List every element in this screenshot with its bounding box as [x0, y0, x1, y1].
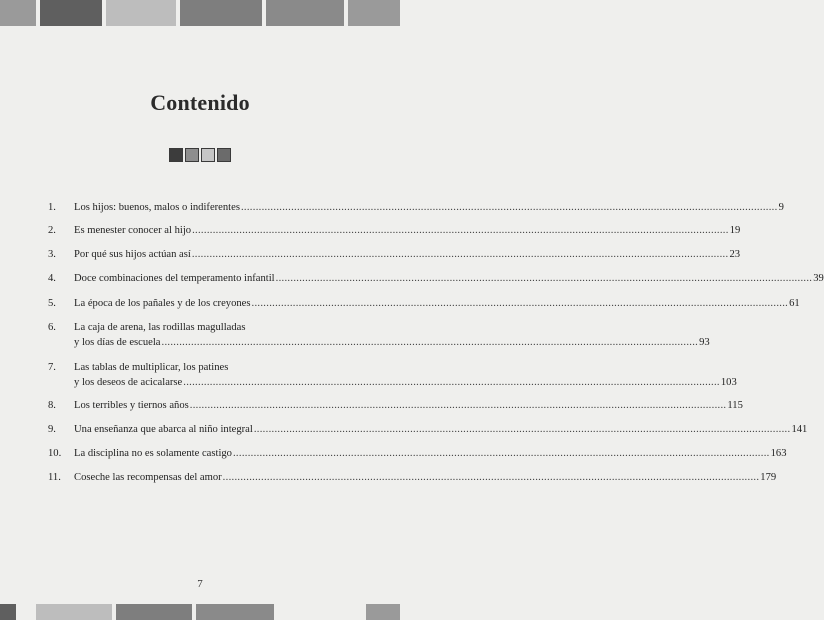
band-block	[180, 0, 262, 26]
band-block	[0, 604, 16, 620]
toc-entry-title: Por qué sus hijos actúan así	[74, 249, 191, 260]
toc-entry-line	[74, 272, 824, 287]
dot-leader	[223, 471, 760, 486]
toc-entry-number: 8.	[48, 400, 56, 411]
toc-entry-page: 179	[760, 472, 777, 483]
dot-leader	[192, 248, 729, 263]
toc-entry-number: 11.	[48, 472, 61, 483]
toc-entry-body	[74, 447, 787, 462]
toc-entry-body	[74, 321, 710, 350]
toc-entry-number: 4.	[48, 273, 56, 284]
toc-entry-body	[74, 248, 740, 263]
toc-entry	[48, 248, 741, 263]
toc-entry-line	[74, 297, 800, 312]
toc-entry-page: 23	[729, 249, 741, 260]
band-block	[0, 0, 36, 26]
toc-entry-line	[74, 376, 737, 391]
toc-entry-body	[74, 272, 824, 287]
toc-entry-body	[74, 399, 743, 414]
toc-entry-line	[74, 361, 737, 376]
dot-leader	[254, 423, 791, 438]
toc-entry-line	[74, 201, 784, 216]
band-block	[348, 0, 400, 26]
toc-entry-number: 5.	[48, 298, 56, 309]
band-block	[116, 604, 192, 620]
toc-entry-page: 103	[720, 376, 737, 388]
toc-entry-line	[74, 248, 740, 263]
toc-entry-number: 2.	[48, 225, 56, 236]
toc-entry	[48, 297, 800, 312]
toc-entry-number: 6.	[48, 322, 56, 333]
toc-entry	[48, 423, 808, 438]
toc-entry	[48, 471, 777, 486]
toc-entry	[48, 272, 824, 287]
swatch	[185, 148, 199, 162]
toc-entry-title: Las tablas de multiplicar, los patines	[74, 362, 229, 373]
page-title: Contenido	[150, 90, 250, 115]
toc-entry-title: Coseche las recompensas del amor	[74, 472, 222, 483]
toc-entry-page: 93	[699, 336, 710, 348]
swatch	[217, 148, 231, 162]
toc-entry-title: Una enseñanza que abarca al niño integral	[74, 424, 253, 435]
band-block	[266, 0, 344, 26]
toc-entry-title: Los terribles y tiernos años	[74, 400, 189, 411]
toc-entry-title: La época de los pañales y de los creyones	[74, 298, 251, 309]
toc-entry-number: 3.	[48, 249, 56, 260]
toc-entry-line	[74, 447, 787, 462]
toc-entry-body	[74, 224, 740, 239]
toc-entry	[48, 447, 787, 462]
swatch	[169, 148, 183, 162]
toc-entry-title: Doce combinaciones del temperamento infantil	[74, 273, 275, 284]
toc-entry-number: 9.	[48, 424, 56, 435]
toc-entry-page: 39	[813, 273, 824, 284]
band-block	[40, 0, 102, 26]
toc-entry-number: 7.	[48, 362, 56, 373]
color-swatches	[0, 148, 400, 162]
swatch	[201, 148, 215, 162]
toc-entry-line	[74, 336, 710, 351]
band-block	[196, 604, 274, 620]
dot-leader	[183, 376, 720, 391]
toc-entry-title: y los días de escuela	[74, 336, 161, 348]
page-number: 7	[197, 578, 203, 590]
toc-entry-page: 9	[778, 202, 784, 213]
dot-leader	[162, 336, 699, 351]
toc-entry-number: 1.	[48, 202, 56, 213]
toc-entry	[48, 361, 737, 390]
top-decorative-band	[0, 0, 400, 26]
toc-entry-line	[74, 321, 710, 336]
toc-entry-title: La caja de arena, las rodillas magulladas	[74, 322, 246, 333]
bottom-decorative-band	[0, 604, 400, 620]
toc-entry-body	[74, 423, 807, 438]
toc-entry-line	[74, 399, 743, 414]
dot-leader	[276, 272, 813, 287]
band-block	[36, 604, 112, 620]
toc-entry-title: La disciplina no es solamente castigo	[74, 448, 232, 459]
toc-entry-title: y los deseos de acicalarse	[74, 376, 183, 388]
toc-entry-number: 10.	[48, 448, 62, 459]
toc-entry-body	[74, 471, 776, 486]
toc-entry-line	[74, 224, 740, 239]
toc-entry	[48, 321, 710, 350]
toc-entry-body	[74, 361, 737, 390]
toc-entry-page: 163	[770, 448, 787, 459]
toc-entry	[48, 201, 784, 216]
toc-entry-body	[74, 297, 800, 312]
toc-entry-page: 19	[729, 225, 741, 236]
toc-entry-body	[74, 201, 784, 216]
band-block	[366, 604, 400, 620]
toc-entry-page: 141	[791, 424, 808, 435]
toc-entry-line	[74, 471, 776, 486]
toc-entry-title: Los hijos: buenos, malos o indiferentes	[74, 202, 240, 213]
toc-entry	[48, 399, 743, 414]
toc-entry-title: Es menester conocer al hijo	[74, 225, 192, 236]
dot-leader	[241, 201, 778, 216]
dot-leader	[192, 224, 729, 239]
band-block	[106, 0, 176, 26]
dot-leader	[190, 399, 727, 414]
toc-entry-line	[74, 423, 807, 438]
dot-leader	[252, 297, 789, 312]
dot-leader	[233, 447, 770, 462]
toc-entry-page: 61	[789, 298, 800, 309]
toc-entry-page: 115	[727, 400, 743, 411]
toc-entry	[48, 224, 741, 239]
